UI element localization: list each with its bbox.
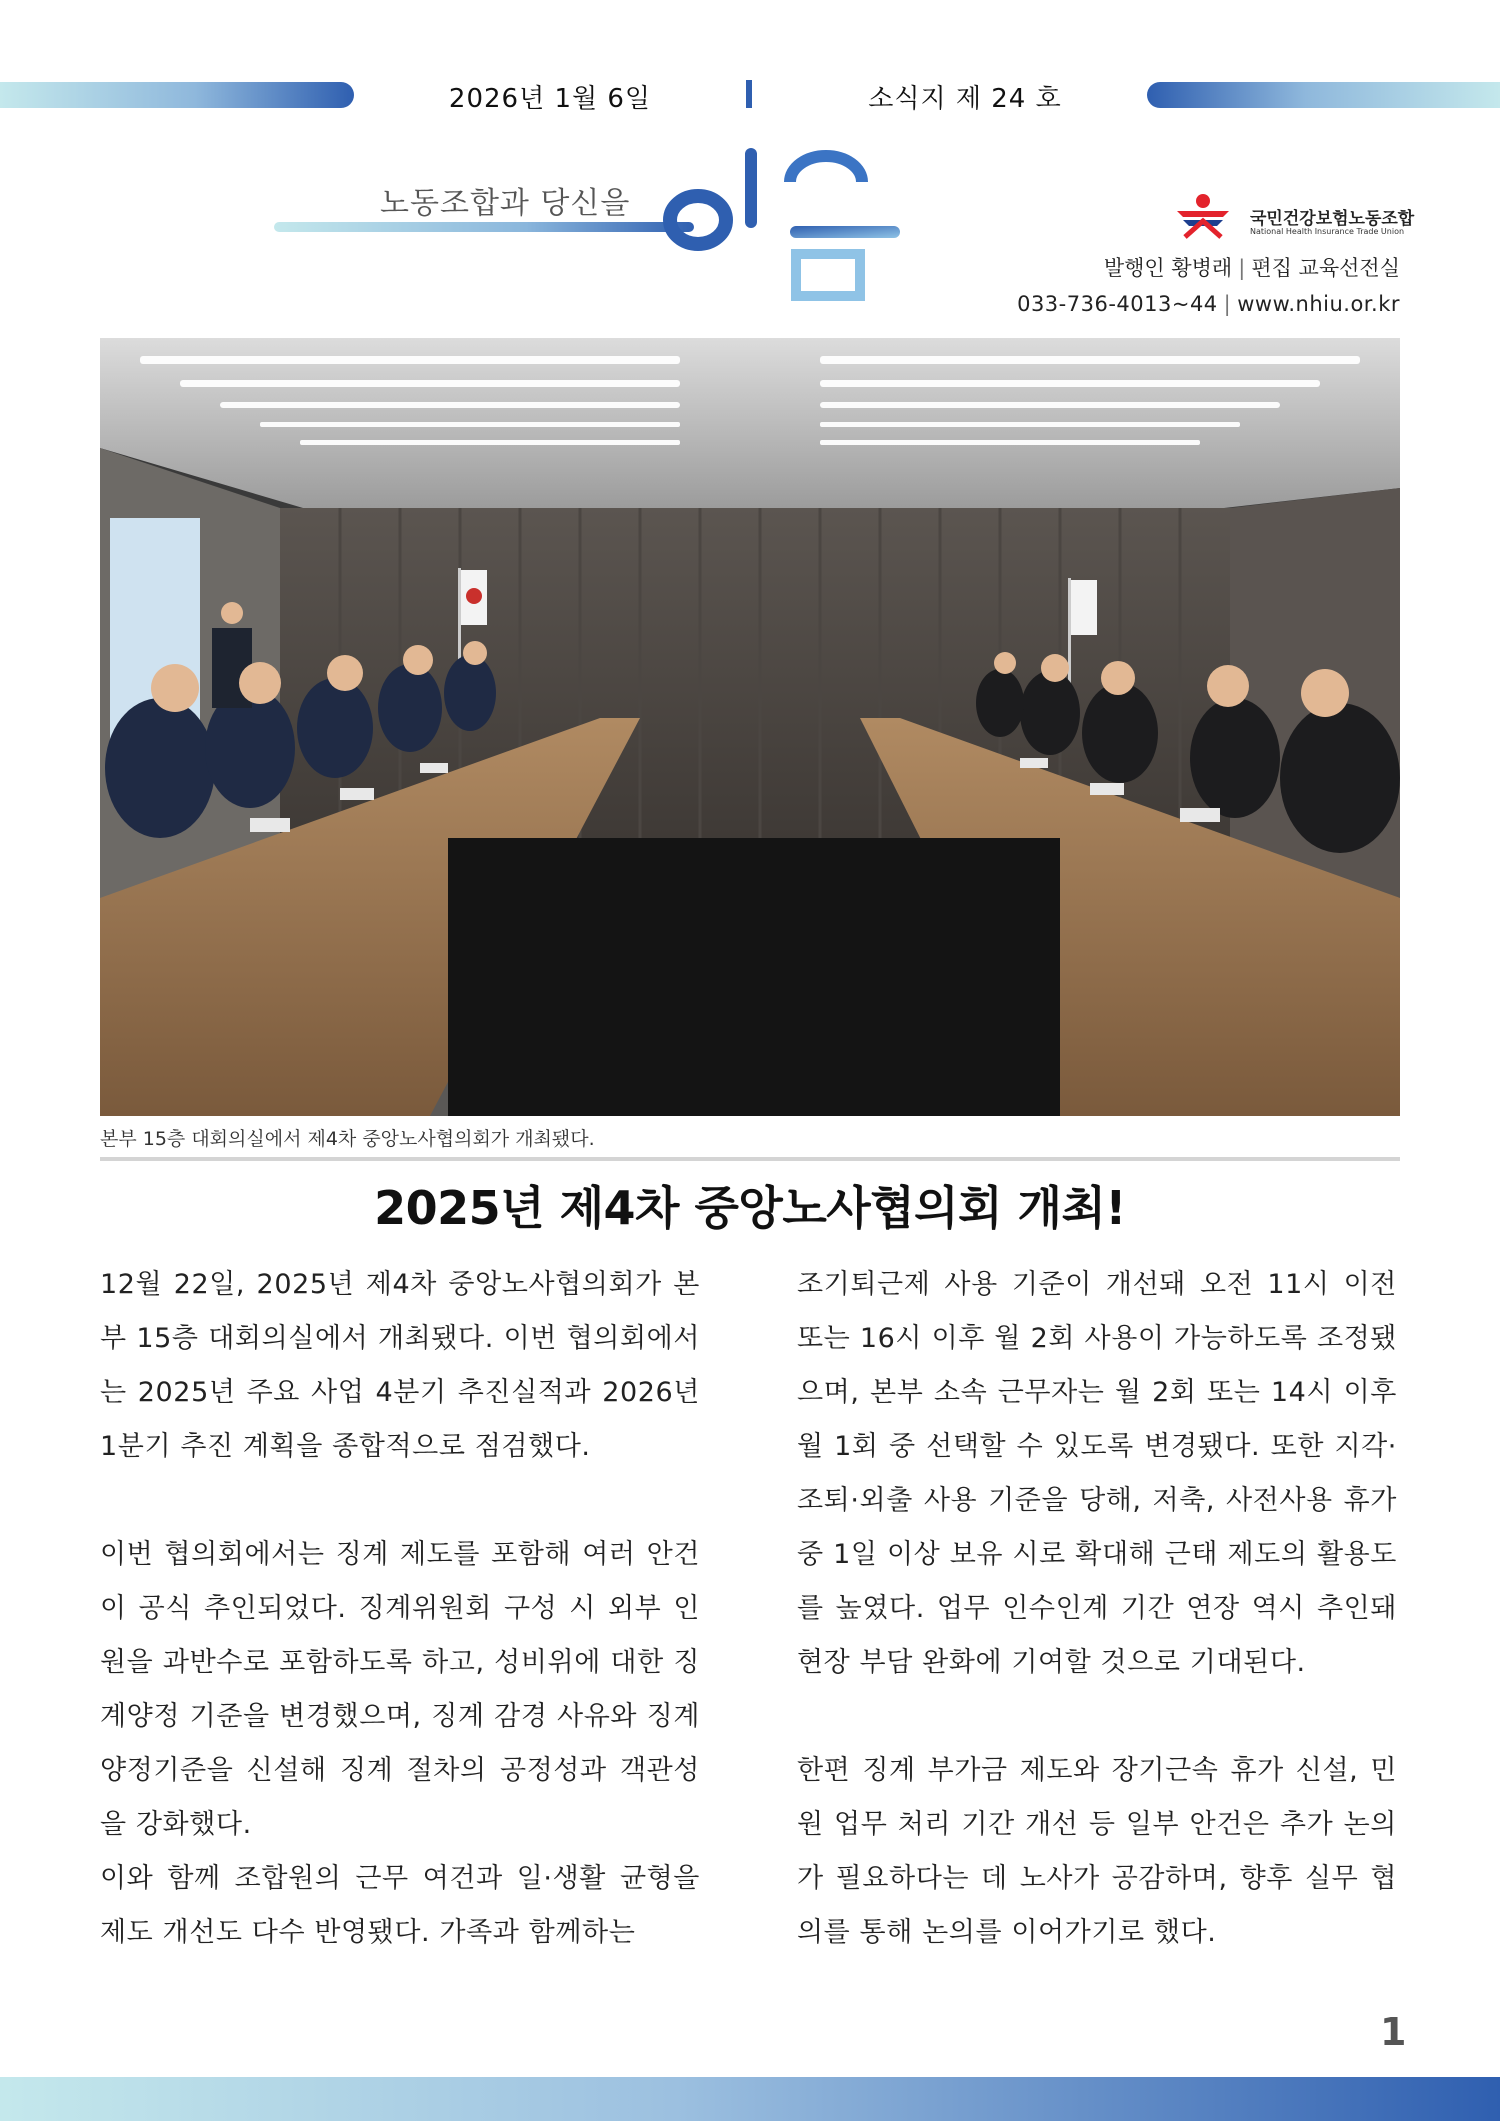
website-link[interactable]: www.nhiu.or.kr: [1237, 292, 1400, 316]
publisher-name: 발행인 황병래: [1103, 256, 1233, 280]
footer-decor-bar: [0, 2077, 1500, 2121]
header-decor-bar-right: [1147, 82, 1500, 108]
masthead-slogan: 노동조합과 당신을: [380, 186, 631, 221]
union-emblem-icon: [1175, 193, 1231, 239]
meeting-room-illustration: [100, 338, 1400, 1116]
masthead-slogan-underline: [274, 222, 694, 232]
union-name: 국민건강보험노동조합: [1250, 209, 1415, 229]
publisher-line: [1104, 252, 1400, 282]
article-paragraph: 조기퇴근제 사용 기준이 개선돼 오전 11시 이전 또는 16시 이후 월 2회 사용이 가능하도록 조정됐으며, 본부 소속 근무자는 월 2회 또는 14시 이후 월 1회 중 선택할 수 있도록 변경됐다. 또한 지각·조퇴·외출 사용 기준을 당해, 저축, 사전사용 휴가 중 1일 이상 보유 시로 확대해 근태 제도의 활용도를 높였다. 업무 인수인계 기간 연장 역시 추인돼 현장 부담 완화에 기여할 것으로 기대된다.: [797, 1269, 1397, 1678]
meeting-photo: [100, 338, 1400, 1116]
article-column-right: [797, 1258, 1397, 1960]
header-decor-bar-left: [0, 82, 354, 108]
article-paragraph: 이와 함께 조합원의 근무 여건과 일·생활 균형을 제도 개선도 다수 반영됐다. 가족과 함께하는: [100, 1863, 700, 1948]
separator: |: [1223, 292, 1232, 316]
issue-date: 2026년 1월 6일: [448, 84, 652, 114]
article-column-left: [100, 1258, 700, 1960]
contact-line: [1017, 292, 1400, 316]
photo-caption: 본부 15층 대회의실에서 제4차 중앙노사협의회가 개최됐다.: [100, 1128, 595, 1150]
article-headline: 2025년 제4차 중앙노사협의회 개최!: [374, 1181, 1126, 1235]
header-divider-tick: [746, 80, 752, 108]
separator: |: [1238, 256, 1246, 280]
issue-number: 소식지 제 24 호: [868, 84, 1062, 114]
page-number: 1: [1380, 2010, 1407, 2054]
article-paragraph: 12월 22일, 2025년 제4차 중앙노사협의회가 본부 15층 대회의실에서 개최됐다. 이번 협의회에서는 2025년 주요 사업 4분기 추진실적과 2026년 1분기 추진 계획을 종합적으로 점검했다.: [100, 1269, 700, 1462]
paragraph-gap: [797, 1690, 1397, 1744]
paragraph-gap: [100, 1474, 700, 1528]
union-name-english: National Health Insurance Trade Union: [1250, 227, 1405, 236]
section-divider: [100, 1157, 1400, 1161]
editor-name: 편집 교육선전실: [1251, 256, 1400, 280]
article-paragraph: 이번 협의회에서는 징계 제도를 포함해 여러 안건이 공식 추인되었다. 징계위원회 구성 시 외부 인원을 과반수로 포함하도록 하고, 성비위에 대한 징계양정 기준을 변경했으며, 징계 감경 사유와 징계양정기준을 신설해 징계 절차의 공정성과 객관성을 강화했다.: [100, 1539, 700, 1840]
masthead-logo-ieum: [650, 140, 900, 310]
phone-number: 033-736-4013~44: [1017, 292, 1218, 316]
article-paragraph: 한편 징계 부가금 제도와 장기근속 휴가 신설, 민원 업무 처리 기간 개선 등 일부 안건은 추가 논의가 필요하다는 데 노사가 공감하며, 향후 실무 협의를 통해 논의를 이어가기로 했다.: [797, 1755, 1397, 1948]
